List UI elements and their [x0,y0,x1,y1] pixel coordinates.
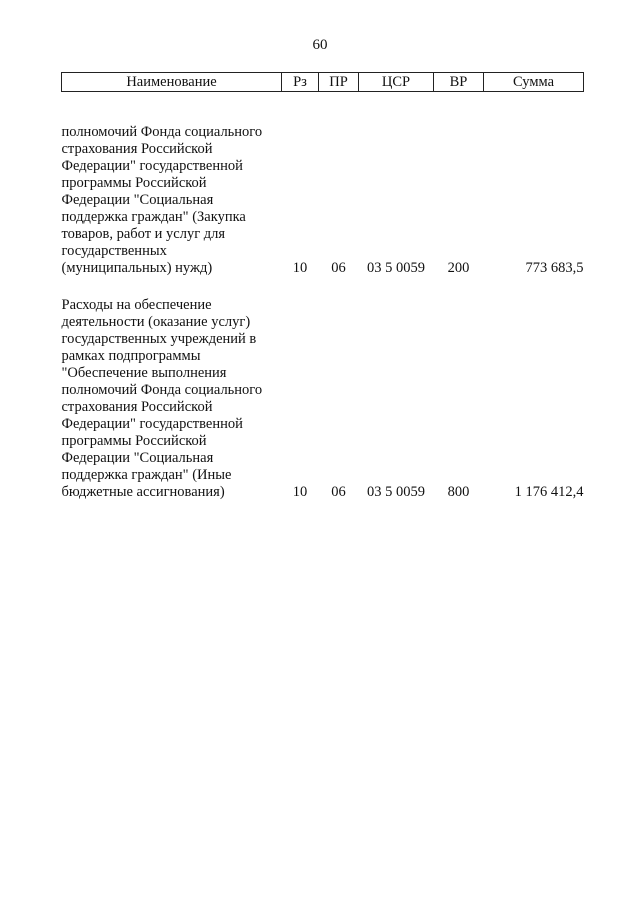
name-line: программы Российской [61,175,207,191]
header-sum: Сумма [484,73,584,92]
row-pr: 06 [331,260,346,276]
header-pr: ПР [319,73,359,92]
name-line: рамках подпрограммы [61,348,201,364]
header-name: Наименование [62,73,282,92]
name-line: Расходы на обеспечение [61,297,212,313]
header-vr: ВР [434,73,484,92]
row-csr: 03 5 0059 [367,260,425,276]
name-line: деятельности (оказание услуг) [61,314,251,330]
name-line: государственных [61,243,167,259]
table-row [62,92,584,278]
name-line: полномочий Фонда социального [61,124,263,140]
header-rz: Рз [282,73,319,92]
name-line: поддержка граждан" (Закупка [61,209,246,225]
header-csr: ЦСР [359,73,434,92]
row-rz: 10 [292,260,308,276]
name-line: Федерации" государственной [61,158,243,174]
name-line: Федерации" государственной [61,416,243,432]
name-line: Федерации "Социальная [61,450,214,466]
table-row [62,277,584,501]
name-line: Федерации "Социальная [61,192,214,208]
row-sum: 1 176 412,4 [514,484,584,500]
page-number: 60 [312,37,328,53]
name-line: государственных учреждений в [61,331,257,347]
name-line: товаров, работ и услуг для [61,226,226,242]
name-line: полномочий Фонда социального [61,382,263,398]
name-line: страхования Российской [61,399,213,415]
row-name [62,277,282,501]
name-line: программы Российской [61,433,207,449]
row-rz: 10 [292,484,308,500]
row-vr: 800 [447,484,470,500]
name-line: (муниципальных) нужд) [61,260,213,276]
row-name [62,92,282,278]
row-vr: 200 [447,260,470,276]
budget-table [61,72,584,501]
row-pr: 06 [331,484,346,500]
name-line: поддержка граждан" (Иные [61,467,232,483]
name-line: "Обеспечение выполнения [61,365,227,381]
row-csr: 03 5 0059 [367,484,425,500]
table-header-row [62,73,584,92]
row-sum: 773 683,5 [525,260,584,276]
name-line: бюджетные ассигнования) [61,484,225,500]
name-line: страхования Российской [61,141,213,157]
